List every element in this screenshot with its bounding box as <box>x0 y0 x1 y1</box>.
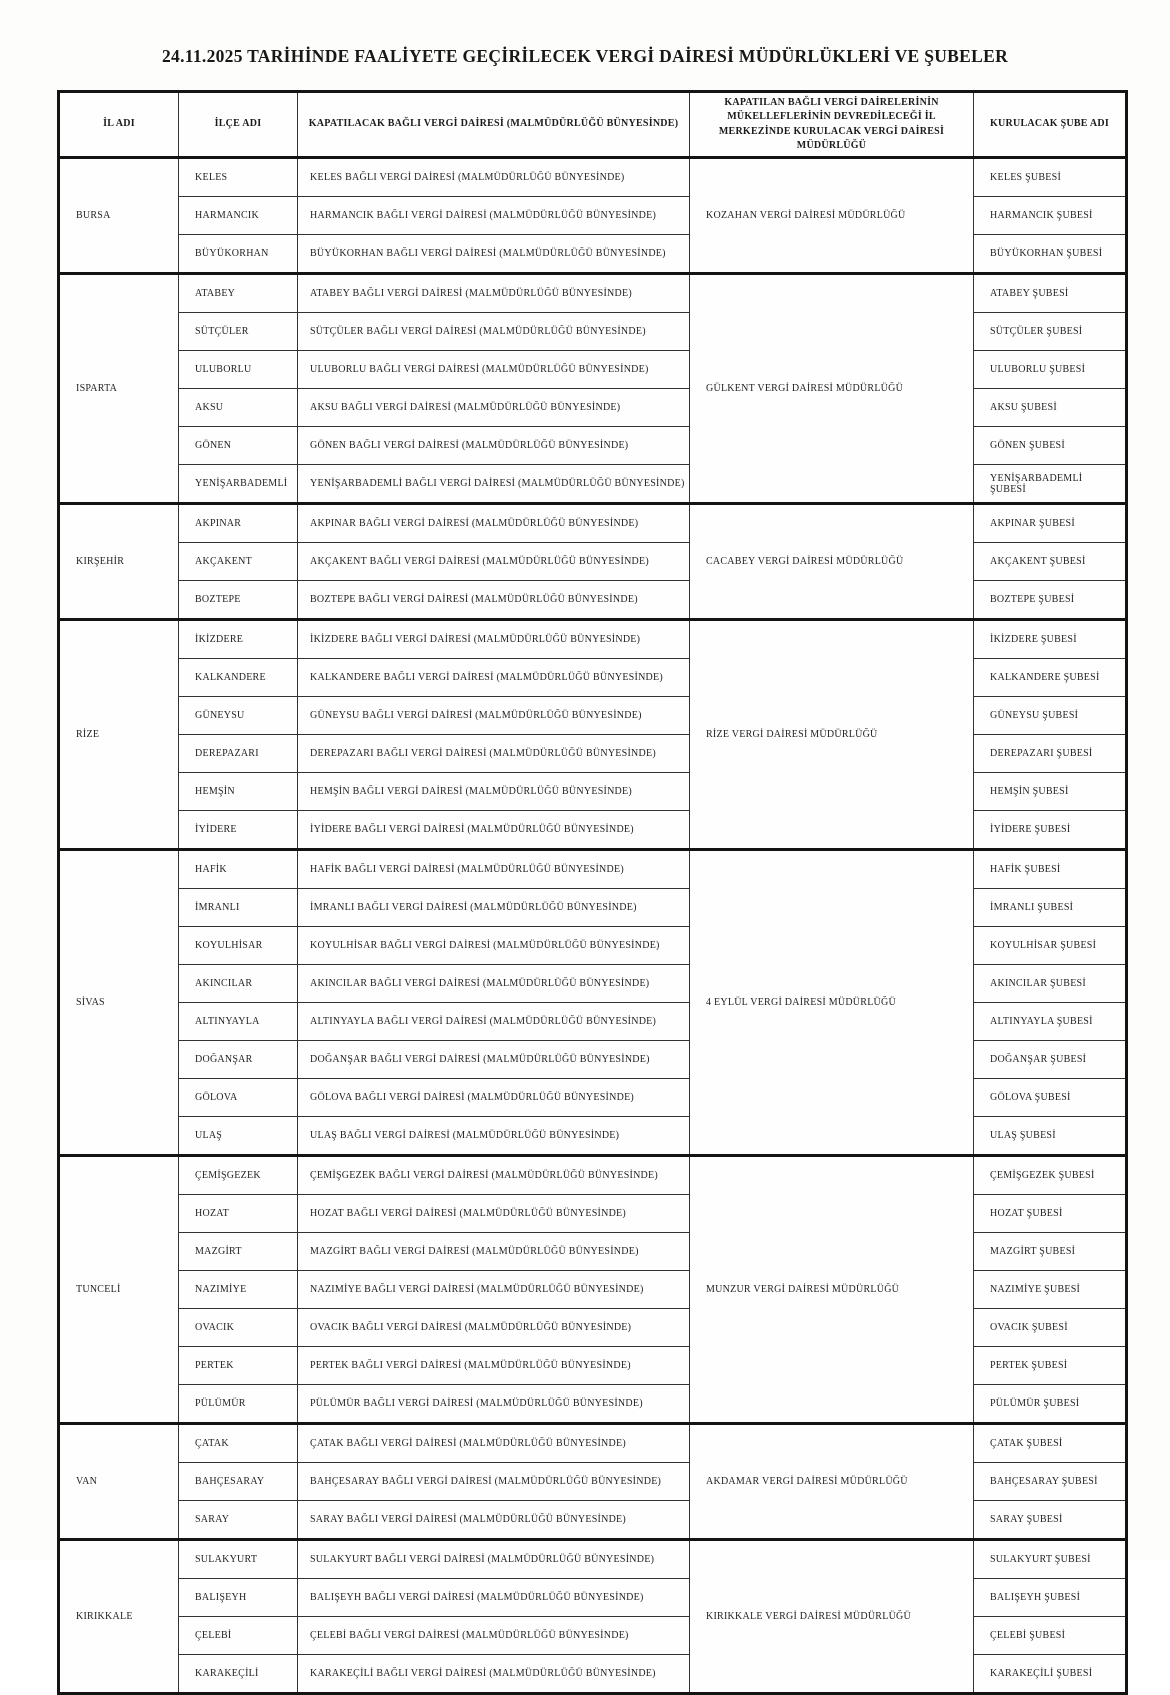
closed-office-cell: İKİZDERE BAĞLI VERGİ DAİRESİ (MALMÜDÜRLÜĞÜ BÜNYESİNDE) <box>298 620 690 659</box>
branch-cell: HAFİK ŞUBESİ <box>974 850 1127 889</box>
closed-office-cell: AKÇAKENT BAĞLI VERGİ DAİRESİ (MALMÜDÜRLÜĞÜ BÜNYESİNDE) <box>298 543 690 581</box>
table-row <box>59 504 1127 543</box>
province-cell: RİZE <box>59 620 179 850</box>
table-row <box>59 1156 1127 1195</box>
closed-office-cell: ATABEY BAĞLI VERGİ DAİRESİ (MALMÜDÜRLÜĞÜ BÜNYESİNDE) <box>298 274 690 313</box>
branch-cell: ÇATAK ŞUBESİ <box>974 1424 1127 1463</box>
closed-office-cell: BOZTEPE BAĞLI VERGİ DAİRESİ (MALMÜDÜRLÜĞÜ BÜNYESİNDE) <box>298 581 690 620</box>
closed-office-cell: ALTINYAYLA BAĞLI VERGİ DAİRESİ (MALMÜDÜRLÜĞÜ BÜNYESİNDE) <box>298 1003 690 1041</box>
district-cell: KALKANDERE <box>179 659 298 697</box>
district-cell: YENİŞARBADEMLİ <box>179 465 298 504</box>
closed-office-cell: AKPINAR BAĞLI VERGİ DAİRESİ (MALMÜDÜRLÜĞÜ BÜNYESİNDE) <box>298 504 690 543</box>
closed-office-cell: ULAŞ BAĞLI VERGİ DAİRESİ (MALMÜDÜRLÜĞÜ BÜNYESİNDE) <box>298 1117 690 1156</box>
closed-office-cell: HEMŞİN BAĞLI VERGİ DAİRESİ (MALMÜDÜRLÜĞÜ BÜNYESİNDE) <box>298 773 690 811</box>
closed-office-cell: AKSU BAĞLI VERGİ DAİRESİ (MALMÜDÜRLÜĞÜ BÜNYESİNDE) <box>298 389 690 427</box>
closed-office-cell: YENİŞARBADEMLİ BAĞLI VERGİ DAİRESİ (MALMÜDÜRLÜĞÜ BÜNYESİNDE) <box>298 465 690 504</box>
branch-cell: HOZAT ŞUBESİ <box>974 1195 1127 1233</box>
closed-office-cell: BÜYÜKORHAN BAĞLI VERGİ DAİRESİ (MALMÜDÜRLÜĞÜ BÜNYESİNDE) <box>298 235 690 274</box>
district-cell: İKİZDERE <box>179 620 298 659</box>
branch-cell: AKINCILAR ŞUBESİ <box>974 965 1127 1003</box>
table-row <box>59 158 1127 197</box>
closed-office-cell: OVACIK BAĞLI VERGİ DAİRESİ (MALMÜDÜRLÜĞÜ BÜNYESİNDE) <box>298 1309 690 1347</box>
table-row <box>59 850 1127 889</box>
branch-cell: ÇEMİŞGEZEK ŞUBESİ <box>974 1156 1127 1195</box>
province-cell: ISPARTA <box>59 274 179 504</box>
closed-office-cell: DEREPAZARI BAĞLI VERGİ DAİRESİ (MALMÜDÜRLÜĞÜ BÜNYESİNDE) <box>298 735 690 773</box>
branch-cell: ULUBORLU ŞUBESİ <box>974 351 1127 389</box>
closed-office-cell: İYİDERE BAĞLI VERGİ DAİRESİ (MALMÜDÜRLÜĞÜ BÜNYESİNDE) <box>298 811 690 850</box>
branch-cell: BALIŞEYH ŞUBESİ <box>974 1579 1127 1617</box>
table-header <box>59 92 1127 158</box>
branch-cell: AKSU ŞUBESİ <box>974 389 1127 427</box>
branch-cell: SÜTÇÜLER ŞUBESİ <box>974 313 1127 351</box>
district-cell: ÇATAK <box>179 1424 298 1463</box>
column-header-closed-office: KAPATILACAK BAĞLI VERGİ DAİRESİ (MALMÜDÜRLÜĞÜ BÜNYESİNDE) <box>298 92 690 158</box>
column-header-branch-name: KURULACAK ŞUBE ADI <box>974 92 1127 158</box>
district-cell: BAHÇESARAY <box>179 1463 298 1501</box>
closed-office-cell: SARAY BAĞLI VERGİ DAİRESİ (MALMÜDÜRLÜĞÜ BÜNYESİNDE) <box>298 1501 690 1540</box>
district-cell: OVACIK <box>179 1309 298 1347</box>
district-cell: NAZIMİYE <box>179 1271 298 1309</box>
branch-cell: YENİŞARBADEMLİ ŞUBESİ <box>974 465 1127 504</box>
branch-cell: GÖLOVA ŞUBESİ <box>974 1079 1127 1117</box>
directorate-cell: RİZE VERGİ DAİRESİ MÜDÜRLÜĞÜ <box>690 620 974 850</box>
closed-office-cell: KOYULHİSAR BAĞLI VERGİ DAİRESİ (MALMÜDÜRLÜĞÜ BÜNYESİNDE) <box>298 927 690 965</box>
branch-cell: DOĞANŞAR ŞUBESİ <box>974 1041 1127 1079</box>
district-cell: MAZGİRT <box>179 1233 298 1271</box>
closed-office-cell: SÜTÇÜLER BAĞLI VERGİ DAİRESİ (MALMÜDÜRLÜĞÜ BÜNYESİNDE) <box>298 313 690 351</box>
district-cell: AKPINAR <box>179 504 298 543</box>
district-cell: HOZAT <box>179 1195 298 1233</box>
district-cell: KOYULHİSAR <box>179 927 298 965</box>
district-cell: PERTEK <box>179 1347 298 1385</box>
district-cell: HEMŞİN <box>179 773 298 811</box>
branch-cell: BÜYÜKORHAN ŞUBESİ <box>974 235 1127 274</box>
branch-cell: ULAŞ ŞUBESİ <box>974 1117 1127 1156</box>
closed-office-cell: HOZAT BAĞLI VERGİ DAİRESİ (MALMÜDÜRLÜĞÜ BÜNYESİNDE) <box>298 1195 690 1233</box>
column-header-district-name: İLÇE ADI <box>179 92 298 158</box>
closed-office-cell: GÖNEN BAĞLI VERGİ DAİRESİ (MALMÜDÜRLÜĞÜ BÜNYESİNDE) <box>298 427 690 465</box>
branch-cell: KALKANDERE ŞUBESİ <box>974 659 1127 697</box>
branch-cell: SULAKYURT ŞUBESİ <box>974 1540 1127 1579</box>
branch-cell: MAZGİRT ŞUBESİ <box>974 1233 1127 1271</box>
branch-cell: ÇELEBİ ŞUBESİ <box>974 1617 1127 1655</box>
table-row <box>59 274 1127 313</box>
closed-office-cell: ULUBORLU BAĞLI VERGİ DAİRESİ (MALMÜDÜRLÜĞÜ BÜNYESİNDE) <box>298 351 690 389</box>
district-cell: DOĞANŞAR <box>179 1041 298 1079</box>
directorate-cell: MUNZUR VERGİ DAİRESİ MÜDÜRLÜĞÜ <box>690 1156 974 1424</box>
branch-cell: OVACIK ŞUBESİ <box>974 1309 1127 1347</box>
district-cell: GÜNEYSU <box>179 697 298 735</box>
district-cell: PÜLÜMÜR <box>179 1385 298 1424</box>
district-cell: GÖNEN <box>179 427 298 465</box>
district-cell: SULAKYURT <box>179 1540 298 1579</box>
header-row <box>59 92 1127 158</box>
column-header-directorate: KAPATILAN BAĞLI VERGİ DAİRELERİNİN MÜKELLEFLERİNİN DEVREDİLECEĞİ İL MERKEZİNDE KURULACAK VERGİ DAİRESİ MÜDÜRLÜĞÜ <box>690 92 974 158</box>
district-cell: ÇELEBİ <box>179 1617 298 1655</box>
branch-cell: İKİZDERE ŞUBESİ <box>974 620 1127 659</box>
closed-office-cell: ÇATAK BAĞLI VERGİ DAİRESİ (MALMÜDÜRLÜĞÜ BÜNYESİNDE) <box>298 1424 690 1463</box>
closed-office-cell: HARMANCIK BAĞLI VERGİ DAİRESİ (MALMÜDÜRLÜĞÜ BÜNYESİNDE) <box>298 197 690 235</box>
branch-cell: PÜLÜMÜR ŞUBESİ <box>974 1385 1127 1424</box>
province-cell: SİVAS <box>59 850 179 1156</box>
directorate-cell: AKDAMAR VERGİ DAİRESİ MÜDÜRLÜĞÜ <box>690 1424 974 1540</box>
table-body <box>59 158 1127 1694</box>
closed-office-cell: SULAKYURT BAĞLI VERGİ DAİRESİ (MALMÜDÜRLÜĞÜ BÜNYESİNDE) <box>298 1540 690 1579</box>
province-cell: TUNCELİ <box>59 1156 179 1424</box>
branch-cell: GÜNEYSU ŞUBESİ <box>974 697 1127 735</box>
closed-office-cell: GÜNEYSU BAĞLI VERGİ DAİRESİ (MALMÜDÜRLÜĞÜ BÜNYESİNDE) <box>298 697 690 735</box>
branch-cell: GÖNEN ŞUBESİ <box>974 427 1127 465</box>
district-cell: KELES <box>179 158 298 197</box>
district-cell: DEREPAZARI <box>179 735 298 773</box>
district-cell: İMRANLI <box>179 889 298 927</box>
branch-cell: HEMŞİN ŞUBESİ <box>974 773 1127 811</box>
district-cell: GÖLOVA <box>179 1079 298 1117</box>
closed-office-cell: İMRANLI BAĞLI VERGİ DAİRESİ (MALMÜDÜRLÜĞÜ BÜNYESİNDE) <box>298 889 690 927</box>
district-cell: SARAY <box>179 1501 298 1540</box>
closed-office-cell: PÜLÜMÜR BAĞLI VERGİ DAİRESİ (MALMÜDÜRLÜĞÜ BÜNYESİNDE) <box>298 1385 690 1424</box>
branch-cell: KOYULHİSAR ŞUBESİ <box>974 927 1127 965</box>
closed-office-cell: DOĞANŞAR BAĞLI VERGİ DAİRESİ (MALMÜDÜRLÜĞÜ BÜNYESİNDE) <box>298 1041 690 1079</box>
branch-cell: DEREPAZARI ŞUBESİ <box>974 735 1127 773</box>
branch-cell: KELES ŞUBESİ <box>974 158 1127 197</box>
district-cell: AKÇAKENT <box>179 543 298 581</box>
branch-cell: HARMANCIK ŞUBESİ <box>974 197 1127 235</box>
closed-office-cell: HAFİK BAĞLI VERGİ DAİRESİ (MALMÜDÜRLÜĞÜ BÜNYESİNDE) <box>298 850 690 889</box>
table-row <box>59 1424 1127 1463</box>
branch-cell: AKÇAKENT ŞUBESİ <box>974 543 1127 581</box>
column-header-province-name: İL ADI <box>59 92 179 158</box>
closed-office-cell: GÖLOVA BAĞLI VERGİ DAİRESİ (MALMÜDÜRLÜĞÜ BÜNYESİNDE) <box>298 1079 690 1117</box>
district-cell: BÜYÜKORHAN <box>179 235 298 274</box>
closed-office-cell: PERTEK BAĞLI VERGİ DAİRESİ (MALMÜDÜRLÜĞÜ BÜNYESİNDE) <box>298 1347 690 1385</box>
closed-office-cell: NAZIMİYE BAĞLI VERGİ DAİRESİ (MALMÜDÜRLÜĞÜ BÜNYESİNDE) <box>298 1271 690 1309</box>
branch-cell: BAHÇESARAY ŞUBESİ <box>974 1463 1127 1501</box>
directorate-cell: KIRIKKALE VERGİ DAİRESİ MÜDÜRLÜĞÜ <box>690 1540 974 1694</box>
province-cell: KIRŞEHİR <box>59 504 179 620</box>
closed-office-cell: KALKANDERE BAĞLI VERGİ DAİRESİ (MALMÜDÜRLÜĞÜ BÜNYESİNDE) <box>298 659 690 697</box>
branch-cell: İMRANLI ŞUBESİ <box>974 889 1127 927</box>
directorate-cell: 4 EYLÜL VERGİ DAİRESİ MÜDÜRLÜĞÜ <box>690 850 974 1156</box>
directorate-cell: GÜLKENT VERGİ DAİRESİ MÜDÜRLÜĞÜ <box>690 274 974 504</box>
district-cell: ATABEY <box>179 274 298 313</box>
closed-office-cell: KELES BAĞLI VERGİ DAİRESİ (MALMÜDÜRLÜĞÜ BÜNYESİNDE) <box>298 158 690 197</box>
branch-cell: SARAY ŞUBESİ <box>974 1501 1127 1540</box>
district-cell: İYİDERE <box>179 811 298 850</box>
branch-cell: ATABEY ŞUBESİ <box>974 274 1127 313</box>
branch-cell: İYİDERE ŞUBESİ <box>974 811 1127 850</box>
district-cell: BOZTEPE <box>179 581 298 620</box>
directorate-cell: KOZAHAN VERGİ DAİRESİ MÜDÜRLÜĞÜ <box>690 158 974 274</box>
closed-office-cell: AKINCILAR BAĞLI VERGİ DAİRESİ (MALMÜDÜRLÜĞÜ BÜNYESİNDE) <box>298 965 690 1003</box>
district-cell: ÇEMİŞGEZEK <box>179 1156 298 1195</box>
branch-cell: NAZIMİYE ŞUBESİ <box>974 1271 1127 1309</box>
district-cell: KARAKEÇİLİ <box>179 1655 298 1694</box>
branch-cell: KARAKEÇİLİ ŞUBESİ <box>974 1655 1127 1694</box>
branch-cell: ALTINYAYLA ŞUBESİ <box>974 1003 1127 1041</box>
province-cell: BURSA <box>59 158 179 274</box>
branch-cell: AKPINAR ŞUBESİ <box>974 504 1127 543</box>
closed-office-cell: ÇELEBİ BAĞLI VERGİ DAİRESİ (MALMÜDÜRLÜĞÜ BÜNYESİNDE) <box>298 1617 690 1655</box>
district-cell: HARMANCIK <box>179 197 298 235</box>
district-cell: BALIŞEYH <box>179 1579 298 1617</box>
closed-office-cell: BALIŞEYH BAĞLI VERGİ DAİRESİ (MALMÜDÜRLÜĞÜ BÜNYESİNDE) <box>298 1579 690 1617</box>
directorate-cell: CACABEY VERGİ DAİRESİ MÜDÜRLÜĞÜ <box>690 504 974 620</box>
district-cell: AKSU <box>179 389 298 427</box>
province-cell: KIRIKKALE <box>59 1540 179 1694</box>
district-cell: ALTINYAYLA <box>179 1003 298 1041</box>
district-cell: SÜTÇÜLER <box>179 313 298 351</box>
branch-cell: BOZTEPE ŞUBESİ <box>974 581 1127 620</box>
closed-office-cell: MAZGİRT BAĞLI VERGİ DAİRESİ (MALMÜDÜRLÜĞÜ BÜNYESİNDE) <box>298 1233 690 1271</box>
district-cell: AKINCILAR <box>179 965 298 1003</box>
table-row <box>59 1540 1127 1579</box>
page-title: 24.11.2025 TARİHİNDE FAALİYETE GEÇİRİLECEK VERGİ DAİRESİ MÜDÜRLÜKLERİ VE ŞUBELER <box>161 46 1009 66</box>
province-cell: VAN <box>59 1424 179 1540</box>
table-row <box>59 620 1127 659</box>
district-cell: ULUBORLU <box>179 351 298 389</box>
tax-offices-table <box>57 90 1128 1695</box>
branch-cell: PERTEK ŞUBESİ <box>974 1347 1127 1385</box>
district-cell: HAFİK <box>179 850 298 889</box>
closed-office-cell: BAHÇESARAY BAĞLI VERGİ DAİRESİ (MALMÜDÜRLÜĞÜ BÜNYESİNDE) <box>298 1463 690 1501</box>
closed-office-cell: ÇEMİŞGEZEK BAĞLI VERGİ DAİRESİ (MALMÜDÜRLÜĞÜ BÜNYESİNDE) <box>298 1156 690 1195</box>
district-cell: ULAŞ <box>179 1117 298 1156</box>
closed-office-cell: KARAKEÇİLİ BAĞLI VERGİ DAİRESİ (MALMÜDÜRLÜĞÜ BÜNYESİNDE) <box>298 1655 690 1694</box>
